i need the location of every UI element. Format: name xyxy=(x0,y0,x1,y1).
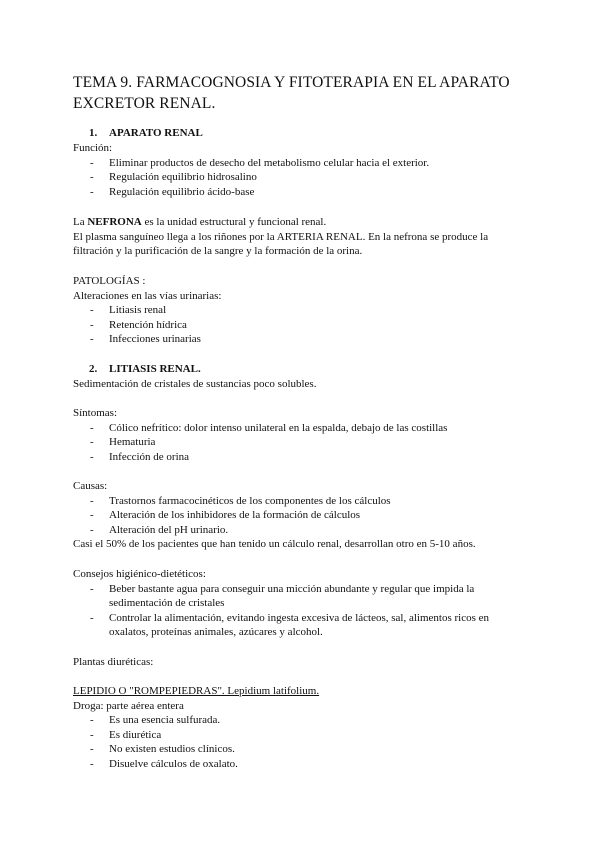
sintomas-list xyxy=(73,421,513,465)
nefrona-prefix: La xyxy=(73,216,88,228)
list-item: - Litiasis renal xyxy=(73,303,503,318)
list-item: - Beber bastante agua para conseguir una micción abundante y regular que impida la sedimentación de cristales xyxy=(73,582,513,611)
sintomas-label: Síntomas: xyxy=(73,407,118,419)
sintomas-block xyxy=(73,406,513,464)
causas-label: Causas: xyxy=(73,480,108,492)
lepidio-block xyxy=(73,684,503,772)
causas-block xyxy=(73,479,513,552)
lepidio-list xyxy=(73,713,503,771)
list-item: - Trastornos farmacocinéticos de los componentes de los cálculos xyxy=(73,494,513,509)
droga-label: Droga: parte aérea entera xyxy=(73,699,184,712)
funcion-block xyxy=(73,141,503,199)
section-1-number: 1. xyxy=(89,127,98,139)
litiasis-definition: Sedimentación de cristales de sustancias poco solubles. xyxy=(73,378,317,390)
funcion-list xyxy=(73,156,503,200)
list-item: - Es diurética xyxy=(73,728,503,743)
list-item: - Cólico nefrítico: dolor intenso unilateral en la espalda, debajo de las costillas xyxy=(73,421,513,436)
stat-text: Casi el 50% de los pacientes que han tenido un cálculo renal, desarrollan otro en 5-10 años. xyxy=(73,538,476,551)
list-item: - No existen estudios clínicos. xyxy=(73,742,503,757)
nefrona-suffix: es la unidad estructural y funcional renal. xyxy=(141,216,327,228)
causas-list xyxy=(73,494,513,538)
section-2-number: 2. xyxy=(89,363,98,375)
list-item: - Alteración del pH urinario. xyxy=(73,523,513,538)
patologias-block xyxy=(73,274,503,347)
consejos-list xyxy=(73,582,513,640)
list-item: - Hematuria xyxy=(73,435,513,450)
list-item: - Eliminar productos de desecho del metabolismo celular hacia el exterior. xyxy=(73,156,503,171)
list-item: - Infecciones urinarias xyxy=(73,332,503,347)
list-item: - Disuelve cálculos de oxalato. xyxy=(73,757,503,772)
consejos-label: Consejos higiénico-dietéticos: xyxy=(73,568,206,580)
plantas-label: Plantas diuréticas: xyxy=(73,656,154,668)
list-item: - Controlar la alimentación, evitando ingesta excesiva de lácteos, sal, alimentos ricos en oxalatos, proteínas animales, azúcares y alcohol. xyxy=(73,611,513,640)
list-item: - Es una esencia sulfurada. xyxy=(73,713,503,728)
nefrona-paragraph xyxy=(73,215,513,259)
list-item: - Infección de orina xyxy=(73,450,513,465)
section-1-heading xyxy=(73,126,503,141)
document-title: TEMA 9. FARMACOGNOSIA Y FITOTERAPIA EN EL APARATO EXCRETOR RENAL. xyxy=(73,74,510,112)
section-2-title: LITIASIS RENAL. xyxy=(109,363,201,375)
section-1-title: APARATO RENAL xyxy=(109,127,203,139)
alteraciones-list xyxy=(73,303,503,347)
consejos-block xyxy=(73,567,513,640)
list-item: - Retención hídrica xyxy=(73,318,503,333)
alteraciones-label: Alteraciones en las vías urinarias: xyxy=(73,289,222,302)
list-item: - Regulación equilibrio hidrosalino xyxy=(73,170,503,185)
plasma-text: El plasma sanguíneo llega a los riñones por la ARTERIA RENAL. En la nefrona se produce la filtración y la purificación de la sangre y la formación de la orina. xyxy=(73,230,489,258)
list-item: - Regulación equilibrio ácido-base xyxy=(73,185,503,200)
lepidio-heading: LEPIDIO O "ROMPEPIEDRAS". Lepidium latifolium. xyxy=(73,685,320,697)
nefrona-term: NEFRONA xyxy=(87,216,142,228)
patologias-label: PATOLOGÍAS : xyxy=(73,275,146,287)
section-2-heading xyxy=(73,362,503,377)
list-item: - Alteración de los inhibidores de la formación de cálculos xyxy=(73,508,513,523)
funcion-label: Función: xyxy=(73,142,113,154)
